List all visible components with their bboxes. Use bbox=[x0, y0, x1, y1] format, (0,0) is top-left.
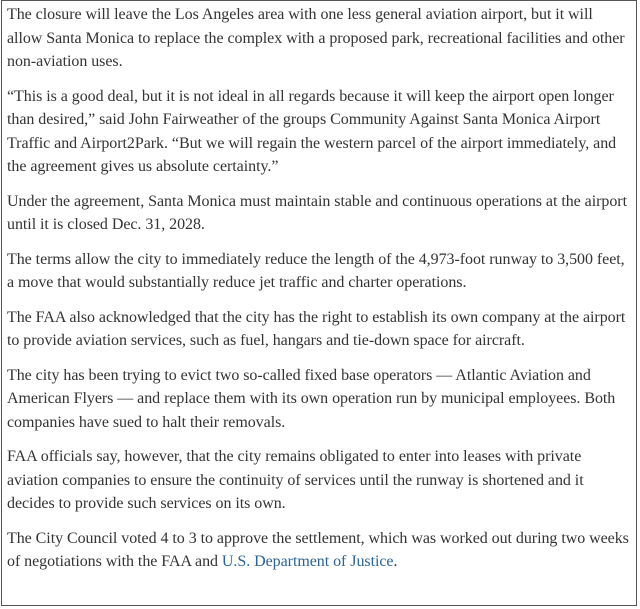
article-frame bbox=[1, 0, 637, 606]
paragraph-city-council bbox=[7, 527, 631, 574]
paragraph-closure: The closure will leave the Los Angeles area with one less general aviation airport, but it will allow Santa Monica to replace the complex with a proposed park, recreational facilities and other non-aviation uses. bbox=[7, 6, 625, 70]
paragraph-fixed-base-operators: The city has been trying to evict two so-called fixed base operators — Atlantic Aviation and American Flyers — and replace them with its own operation run by municipal employees. Both companies have sued to halt their removals. bbox=[7, 366, 616, 431]
paragraph-city-council-text: The City Council voted 4 to 3 to approve the settlement, which was worked out during two weeks of negotiations with the FAA and bbox=[7, 529, 629, 570]
paragraph-city-council-end: . bbox=[393, 553, 398, 570]
doj-link[interactable]: U.S. Department of Justice bbox=[221, 553, 394, 570]
paragraph-agreement-terms: Under the agreement, Santa Monica must maintain stable and continuous operations at the airport until it is closed Dec. 31, 2028. bbox=[7, 192, 627, 233]
paragraph-faa-officials: FAA officials say, however, that the city remains obligated to enter into leases with private aviation companies to ensure the continuity of services until the runway is shortened and it decides to provide such services on its own. bbox=[7, 448, 584, 512]
paragraph-fairweather-quote: “This is a good deal, but it is not ideal in all regards because it will keep the airport open longer than desired,” said John Fairweather of the groups Community Against Santa Monica Airport Traffic and Airport2Park. “But we will regain the western parcel of the airport immediately, and the agreement gives us absolute certainty.” bbox=[7, 87, 617, 175]
article-body bbox=[7, 3, 631, 585]
paragraph-runway-reduction: The terms allow the city to immediately reduce the length of the 4,973-foot runway to 3,500 feet, a move that would substantially reduce jet traffic and charter operations. bbox=[7, 250, 625, 291]
paragraph-faa-acknowledgement: The FAA also acknowledged that the city has the right to establish its own company at the airport to provide aviation services, such as fuel, hangars and tie-down space for aircraft. bbox=[7, 308, 626, 349]
